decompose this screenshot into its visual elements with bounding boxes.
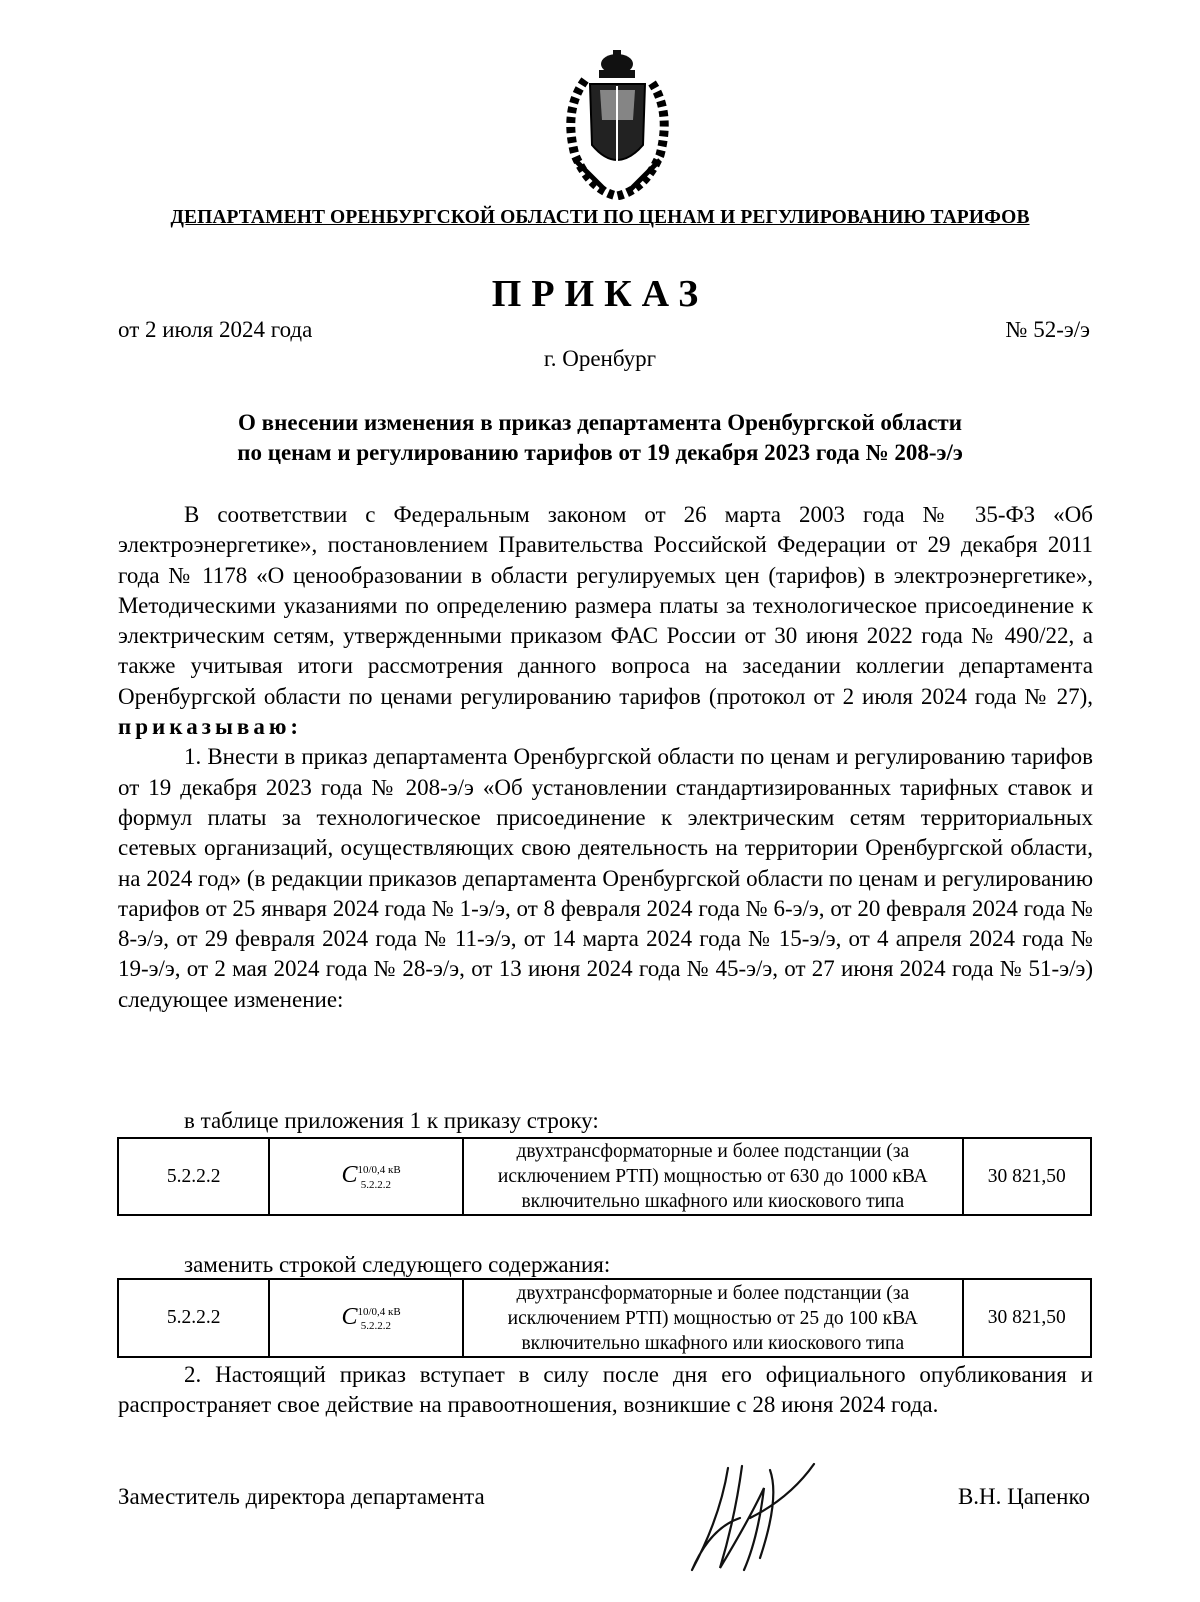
signatory-role: Заместитель директора департамента bbox=[118, 1484, 485, 1509]
formula-subscript: 5.2.2.2 bbox=[360, 1320, 391, 1333]
row-value: 30 821,50 bbox=[963, 1138, 1091, 1215]
subject-line-2: по ценам и регулированию тарифов от 19 декабря 2023 года № 208-э/э bbox=[237, 440, 963, 465]
formula-letter: C bbox=[341, 1162, 358, 1189]
row-code: 5.2.2.2 bbox=[118, 1279, 269, 1357]
new-row-table bbox=[117, 1278, 1092, 1358]
formula-superscript: 10/0,4 кВ bbox=[357, 1305, 401, 1318]
preamble-text: В соответствии с Федеральным законом от 26 марта 2003 года № 35-ФЗ «Об электроэнергетике», постановлением Правительства Российской Федерации от 29 декабря 2011 года № 1178 «О ценообразовании в области регулируемых цен (тарифов) в электроэнергетике», Методическими указаниями по определению размера платы за технологическое присоединение к электрическим сетям, утвержденными приказом ФАС России от 30 июня 2022 года № 490/22, а также учитывая итоги рассмотрения данного вопроса на заседании коллегии департамента Оренбургской области по ценами регулированию тарифов (протокол от 2 июля 2024 года № 27), bbox=[118, 502, 1093, 709]
row-code: 5.2.2.2 bbox=[118, 1138, 269, 1215]
handwritten-signature bbox=[680, 1458, 820, 1576]
item-1-paragraph: 1. Внести в приказ департамента Оренбургской области по ценам и регулированию тарифов от 19 декабря 2023 года № 208-э/э «Об установлении стандартизированных тарифных ставок и формул платы за технологическое присоединение к электрическим сетям территориальных сетевых организаций, осуществляющих свою деятельность на территории Оренбургской области, на 2024 год» (в редакции приказов департамента Оренбургской области по ценам и регулированию тарифов от 25 января 2024 года № 1-э/э, от 8 февраля 2024 года № 6-э/э, от 20 февраля 2024 года № 8-э/э, от 29 февраля 2024 года № 11-э/э, от 14 марта 2024 года № 15-э/э, от 4 апреля 2024 года № 19-э/э, от 2 мая 2024 года № 28-э/э, от 13 июня 2024 года № 45-э/э, от 27 июня 2024 года № 51-э/э) следующее изменение: bbox=[118, 744, 1093, 1012]
order-subject bbox=[100, 408, 1100, 468]
formula-superscript: 10/0,4 кВ bbox=[357, 1164, 401, 1177]
old-row-label: в таблице приложения 1 к приказу строку: bbox=[184, 1108, 599, 1133]
table-row bbox=[118, 1279, 1091, 1357]
old-row-table bbox=[117, 1137, 1092, 1216]
row-value: 30 821,50 bbox=[963, 1279, 1091, 1357]
document-type-title: ПРИКАЗ bbox=[491, 273, 709, 315]
coat-of-arms-emblem bbox=[555, 50, 680, 200]
order-number: № 52-э/э bbox=[1005, 317, 1090, 342]
row-formula bbox=[269, 1279, 463, 1357]
subject-line-1: О внесении изменения в приказ департамента Оренбургской области bbox=[238, 410, 962, 435]
row-description: двухтрансформаторные и более подстанции (за исключением РТП) мощностью от 25 до 100 кВА включительно шкафного или киоскового типа bbox=[463, 1279, 963, 1357]
department-name: ДЕПАРТАМЕНТ ОРЕНБУРГСКОЙ ОБЛАСТИ ПО ЦЕНАМ И РЕГУЛИРОВАНИЮ ТАРИФОВ bbox=[170, 207, 1030, 228]
row-formula bbox=[269, 1138, 463, 1215]
row-description: двухтрансформаторные и более подстанции (за исключением РТП) мощностью от 630 до 1000 кВА включительно шкафного или киоскового типа bbox=[463, 1138, 963, 1215]
formula-letter: C bbox=[341, 1303, 358, 1330]
item-2-paragraph: 2. Настоящий приказ вступает в силу после дня его официального опубликования и распространяет свое действие на правоотношения, возникшие с 28 июня 2024 года. bbox=[118, 1362, 1093, 1418]
order-date: от 2 июля 2024 года bbox=[118, 317, 313, 342]
order-city: г. Оренбург bbox=[543, 346, 657, 371]
preamble-block bbox=[118, 500, 1093, 1015]
item-2-block bbox=[118, 1360, 1093, 1421]
formula-subscript: 5.2.2.2 bbox=[360, 1178, 391, 1191]
new-row-label: заменить строкой следующего содержания: bbox=[184, 1252, 611, 1277]
order-word: приказываю: bbox=[118, 714, 303, 740]
preamble-paragraph bbox=[118, 500, 1093, 742]
signatory-name: В.Н. Цапенко bbox=[957, 1484, 1090, 1509]
table-row bbox=[118, 1138, 1091, 1215]
